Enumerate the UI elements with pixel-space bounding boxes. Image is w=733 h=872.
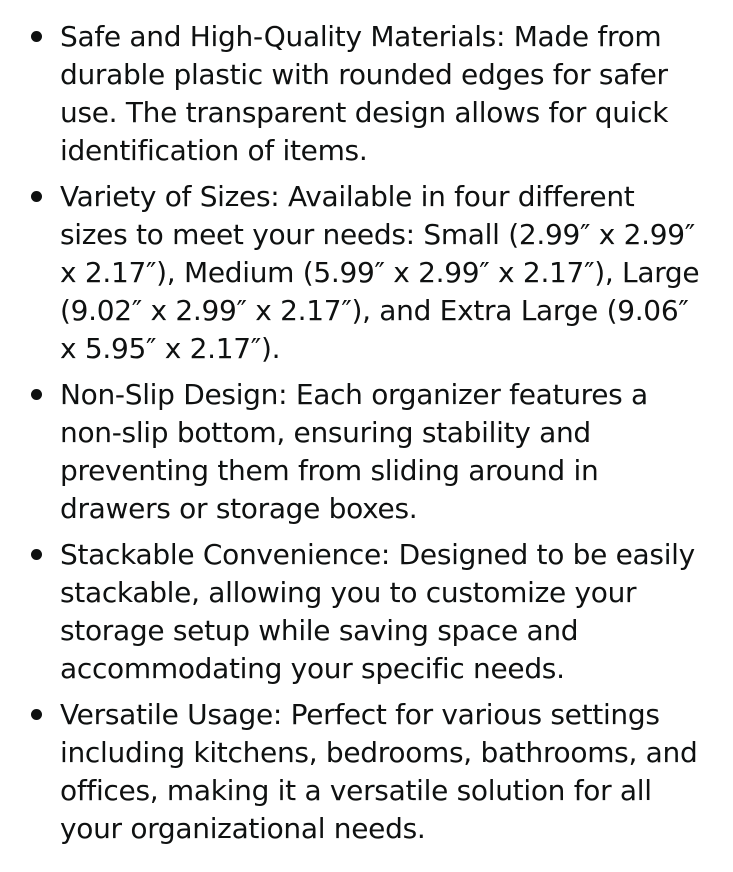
feature-bullet-non-slip	[0, 376, 733, 528]
bullet-dot-icon	[31, 31, 42, 42]
feature-text: Variety of Sizes: Available in four different sizes to meet your needs: Small (2.99″ x 2.99″ x 2.17″), Medium (5.99″ x 2.99″ x 2.17″), Large (9.02″ x 2.99″ x 2.17″), and Extra Large (9.06″ x 5.95″ x 2.17″).	[60, 180, 700, 365]
feature-bullet-versatile	[0, 696, 733, 848]
feature-bullet-sizes	[0, 178, 733, 368]
bullet-dot-icon	[31, 549, 42, 560]
feature-bullet-stackable	[0, 536, 733, 688]
feature-text: Stackable Convenience: Designed to be easily stackable, allowing you to customize your storage setup while saving space and accommodating your specific needs.	[60, 538, 695, 685]
feature-text: Safe and High-Quality Materials: Made from durable plastic with rounded edges for safer use. The transparent design allows for quick identification of items.	[60, 20, 669, 167]
feature-text: Versatile Usage: Perfect for various settings including kitchens, bedrooms, bathrooms, and offices, making it a versatile solution for all your organizational needs.	[60, 698, 698, 845]
bullet-dot-icon	[31, 709, 42, 720]
feature-bullet-materials	[0, 18, 733, 170]
feature-bullet-list	[0, 18, 733, 856]
bullet-dot-icon	[31, 191, 42, 202]
feature-text: Non-Slip Design: Each organizer features a non-slip bottom, ensuring stability and preventing them from sliding around in drawers or storage boxes.	[60, 378, 648, 525]
bullet-dot-icon	[31, 389, 42, 400]
